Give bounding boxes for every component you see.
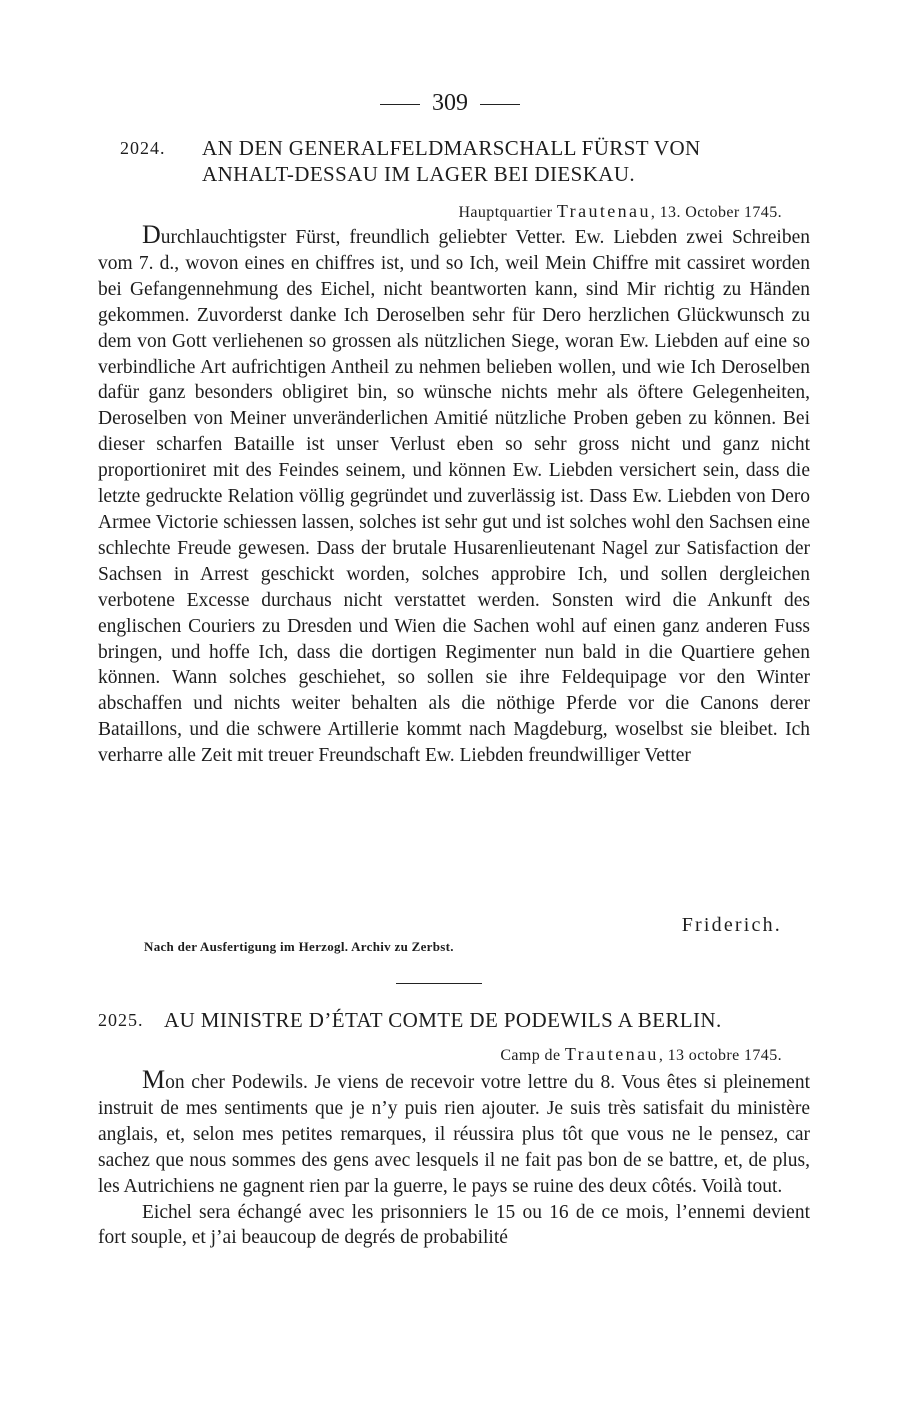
letter-number: 2025. [98,1010,144,1030]
letter-2025-dateline [500,1044,782,1066]
letter-2025-heading [98,1007,810,1035]
dateline-prefix: Hauptquartier [458,204,553,221]
page-number-dash-right [480,104,520,105]
letter-2024-source-note: Nach der Ausfertigung im Herzogl. Archiv zu Zerbst. [144,939,454,954]
drop-initial: D [142,220,161,249]
paragraph-text: urchlauchtigster Fürst, freundlich geliebter Vetter. Ew. Liebden zwei Schreiben vom 7. d., wovon eines en chiffres ist, und so Ich, weil Mein Chiffre mit cassiret worden bei Gefangennehmung des Eichel, nicht beantworten kann, sind Mir richtig zu Händen gekommen. Zuvorderst danke Ich Deroselben sehr für Dero herzlichen Glückwunsch zu dem von Gott verliehenen so grossen als nützlichen Siege, woran Ew. Liebden auf eine so verbindliche Art aufrichtigen Antheil zu nehmen belieben wollen, und wie Ich Deroselben dafür ganz besonders obligiret bin, so wünsche nichts mehr als öftere Gelegenheiten, Deroselben von Meiner unveränderlichen Amitié nützliche Proben geben zu können. Bei dieser scharfen Bataille ist unser Verlust eben so sehr gross nicht und ganz nicht proportioniret mit des Feindes seinem, und können Ew. Liebden versichert sein, dass die letzte gedruckte Relation völlig gegründet und zuverlässig ist. Dass Ew. Liebden von Dero Armee Victorie schiessen lassen, solches ist sehr gut und ist solches wohl den Sachsen eine schlechte Freude gewesen. Dass der brutale Husarenlieutenant Nagel zur Satisfaction der Sachsen in Arrest geschickt worden, solches approbire Ich, und sollen dergleichen verbotene Excesse durchaus nicht verstattet werden. Sonsten wird die Ankunft des englischen Couriers zu Dresden und Wien die Sachen wohl auf einen ganz anderen Fuss bringen, und hoffe Ich, dass die dortigen Regimenter nun bald in die Quartiere gehen können. Wann solches geschiehet, so sollen sie ihre Feldequipage vor den Winter abschaffen und nichts weiter behalten als die nöthige Pferde vor die Canons derer Bataillons, und die schwere Artillerie kommt nach Magdeburg, woselbst sie bleibet. Ich verharre alle Zeit mit treuer Freundschaft Ew. Liebden freundwilliger Vetter [98,227,810,767]
letter-title [164,1007,814,1033]
dateline-place: Trautenau [556,201,651,221]
dateline-suffix: , 13. October 1745. [650,204,782,221]
dateline-suffix: , 13 octobre 1745. [658,1047,782,1064]
letter-paragraph [98,220,810,769]
page-number: 309 [432,90,468,116]
letter-2024-body [98,220,810,769]
letter-title [202,135,812,187]
letter-paragraph [98,1200,810,1252]
letter-2024-signature: Friderich. [681,914,782,936]
page-number-row [0,88,900,118]
page-number-dash-left [380,104,420,105]
letter-title-line-1: AN DEN GENERALFELDMARSCHALL FÜRST VON [202,136,701,160]
letter-paragraph [98,1065,810,1200]
letter-2025-body [98,1065,810,1251]
drop-initial: M [142,1065,166,1094]
section-separator [396,983,482,984]
letter-title-line-2: ANHALT-DESSAU IM LAGER BEI DIESKAU. [202,162,636,186]
letter-number: 2024. [120,138,166,158]
paragraph-text: on cher Podewils. Je viens de recevoir votre lettre du 8. Vous êtes si pleinement instruit de mes sentiments que je n’y puis rien ajouter. Je suis très satisfait du ministère anglais, et, selon mes petites remarques, il réussira plus tôt que vous ne le pensez, car sachez que nous sommes des gens avec lesquels il ne fait pas bon de se battre, et, de plus, les Autrichiens ne gagnent rien par la guerre, le pays se ruine des deux côtés. Voilà tout. [98,1072,810,1197]
paragraph-text: Eichel sera échangé avec les prisonniers le 15 ou 16 de ce mois, l’ennemi devient fort souple, et j’ai beaucoup de degrés de probabilité [98,1201,810,1249]
dateline-prefix: Camp de [500,1047,561,1064]
letter-2024-dateline [458,201,782,223]
dateline-place: Trautenau [564,1044,659,1064]
letter-2024-heading [98,135,810,189]
letter-title-line-1: AU MINISTRE D’ÉTAT COMTE DE PODEWILS A BERLIN. [164,1008,722,1032]
